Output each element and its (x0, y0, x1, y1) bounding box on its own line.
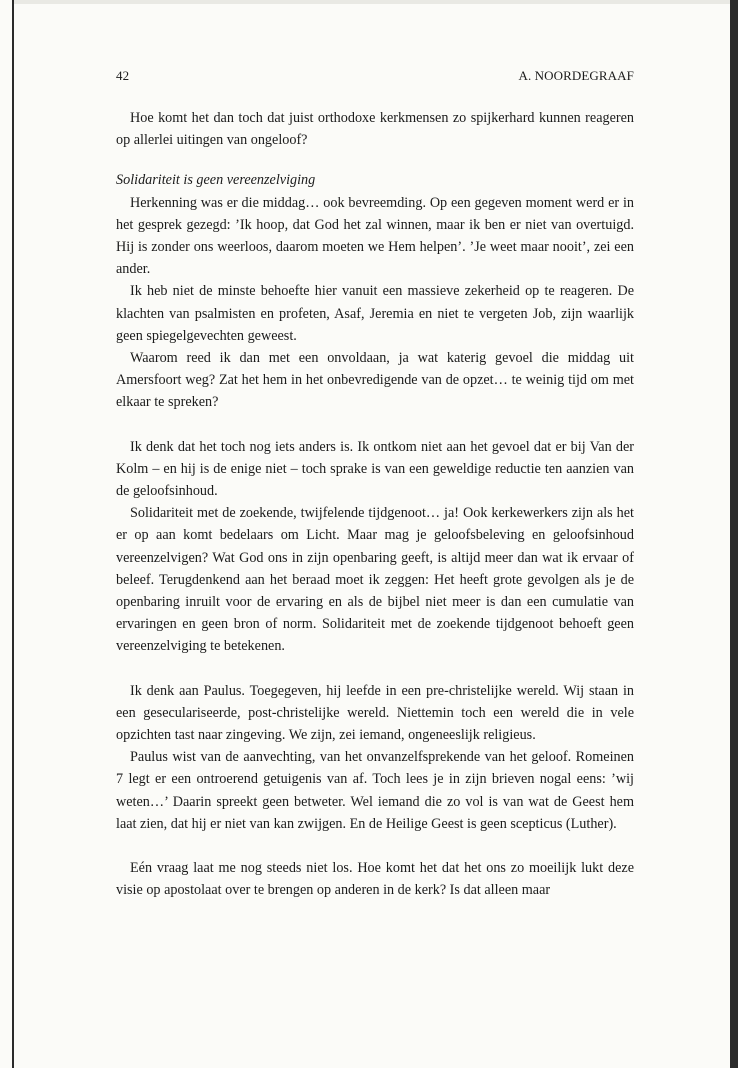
running-header (116, 68, 634, 84)
paragraph-3: Ik heb niet de minste behoefte hier vanuit een massieve zekerheid op te reageren. De klachten van psalmisten en profeten, Asaf, Jeremia en niet te vergeten Job, zijn waarlijk geen spiegelgevechten geweest. (116, 283, 634, 344)
paragraph-gap (116, 658, 634, 680)
paragraph-8: Paulus wist van de aanvechting, van het onvanzelfsprekende van het geloof. Romeinen 7 legt er een ontroerend getuigenis van af. Toch lees je in zijn brieven nogal eens: ’wij weten…’ Daarin spreekt geen betweter. Wel iemand die zo vol is van wat de Geest hem laat zien, dat hij er niet van kan zwijgen. En de Heilige Geest is geen scepticus (Luther). (116, 749, 634, 832)
document-page (116, 68, 634, 902)
paragraph-6: Solidariteit met de zoekende, twijfelende tijdgenoot… ja! Ook kerkewerkers zijn als het er op aan komt bedelaars om Licht. Maar mag je geloofsbeleving en geloofsinhoud vereenzelvigen? Wat God ons in zijn openbaring geeft, is altijd meer dan wat ik ervaar of beleef. Terugdenkend aan het beraad moet ik zeggen: Het heeft grote gevolgen als je de openbaring inruilt voor de ervaring en als de bijbel niet meer is dan een cumulatie van ervaringen en geen bron of norm. Solidariteit met de zoekende tijdgenoot behoeft geen vereenzelviging te betekenen. (116, 505, 634, 655)
paragraph-7: Ik denk aan Paulus. Toegegeven, hij leefde in een pre-christelijke wereld. Wij staan in een geseculariseerde, post-christelijke wereld. Niettemin toch een wereld die in vele opzichten tast naar zingeving. We zijn, zei iemand, ongeneeslijk religieus. (116, 682, 634, 744)
scan-right-edge (730, 0, 738, 1068)
scan-left-edge (12, 0, 14, 1068)
section-heading: Solidariteit is geen vereenzelviging (116, 172, 316, 189)
paragraph-9: Eén vraag laat me nog steeds niet los. Hoe komt het dat het ons zo moeilijk lukt deze visie op apostolaat over te brengen op anderen in de kerk? Is dat alleen maar (116, 860, 634, 899)
scan-top-edge (12, 0, 738, 4)
body-text (116, 107, 634, 902)
paragraph-5: Ik denk dat het toch nog iets anders is. Ik ontkom niet aan het gevoel dat er bij Van der Kolm – en hij is de enige niet – toch sprake is van een geweldige reductie ten aanzien van de geloofsinhoud. (116, 438, 634, 500)
author-name: A. NOORDEGRAAF (518, 68, 634, 83)
paragraph-1: Hoe komt het dan toch dat juist orthodoxe kerkmensen zo spijkerhard kunnen reageren op allerlei uitingen van ongeloof? (116, 110, 634, 149)
page-number: 42 (116, 68, 130, 83)
paragraph-4: Waarom reed ik dan met een onvoldaan, ja wat katerig gevoel die middag uit Amersfoort weg? Zat het hem in het onbevredigende van de opzet… te weinig tijd om met elkaar te spreken? (116, 350, 634, 411)
paragraph-2: Herkenning was er die middag… ook bevreemding. Op een gegeven moment werd er in het gesprek gezegd: ’Ik hoop, dat God het zal winnen, maar ik ben er niet van overtuigd. Hij is zonder ons weerloos, daarom moeten we Hem helpen’. ’Je weet maar nooit’, zei een ander. (116, 194, 634, 278)
paragraph-gap (116, 835, 634, 857)
paragraph-gap (116, 414, 634, 436)
